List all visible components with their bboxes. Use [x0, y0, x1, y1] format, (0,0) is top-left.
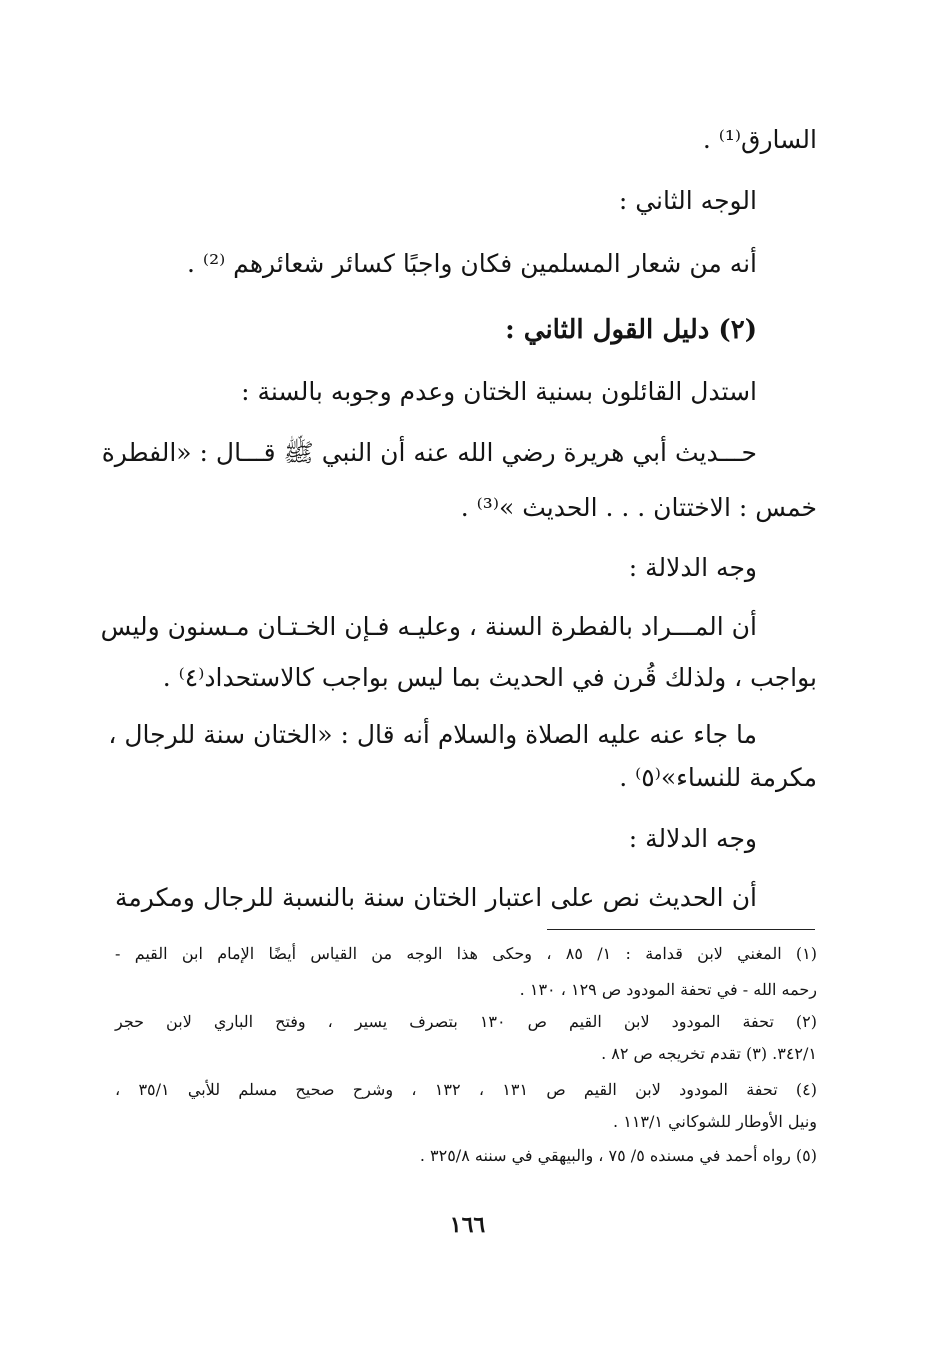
text-line-6: حـــديث أبي هريرة رضي الله عنه أن النبي ﷺ قـــال : «الفطرة — [101, 438, 757, 467]
page-number: ١٦٦ — [449, 1212, 486, 1238]
text-line-11: ما جاء عنه عليه الصلاة والسلام أنه قال : «الختان سنة للرجال ، — [108, 720, 757, 749]
footnote-line-1: (١) المغني لابن قدامة : ١/ ٨٥ ، وحكى هذا الوجه من القياس أيضًا الإمام ابن القيم - — [115, 944, 818, 963]
section-heading-evidence-1: وجه الدلالة : — [628, 553, 757, 582]
footnote-line-4: ٣٤٢/١. (٣) تقدم تخريجه ص ٨٢ . — [601, 1044, 817, 1063]
section-heading-second-opinion: (٢) دليل القول الثاني : — [505, 315, 757, 345]
footnote-line-3: (٢) تحفة المودود لابن القيم ص ١٣٠ بتصرف يسير ، وفتح الباري لابن حجر — [115, 1012, 818, 1031]
text-line-3: أنه من شعار المسلمين فكان واجبًا كسائر شعائرهم ⁽²⁾ . — [187, 249, 757, 278]
text-line-7: خمس : الاختتان . . . الحديث »⁽³⁾ . — [460, 493, 817, 522]
text-line-9: أن المـــراد بالفطرة السنة ، وعليـه فـإن الخـتـان مـسنون وليس — [100, 612, 757, 641]
footnote-line-6: ونيل الأوطار للشوكاني ١١٣/١ . — [613, 1112, 817, 1131]
footnote-separator — [547, 929, 815, 930]
section-heading-evidence-2: وجه الدلالة : — [628, 824, 757, 853]
footnote-line-7: (٥) رواه أحمد في مسنده ٥/ ٧٥ ، والبيهقي في سننه ٣٢٥/٨ . — [419, 1146, 817, 1165]
text-line-10: بواجب ، ولذلك قُرن في الحديث بما ليس بواجب كالاستحداد⁽٤⁾ . — [162, 663, 817, 692]
text-line-12: مكرمة للنساء»⁽٥⁾ . — [619, 763, 817, 792]
text-line-1: السارق⁽¹⁾ . — [702, 125, 817, 154]
section-heading-second-aspect: الوجه الثاني : — [618, 186, 757, 215]
text-line-5: استدل القائلون بسنية الختان وعدم وجوبه بالسنة : — [241, 377, 757, 406]
footnote-line-5: (٤) تحفة المودود لابن القيم ص ١٣١ ، ١٣٢ ، وشرح صحيح مسلم للأبي ٣٥/١ ، — [115, 1080, 818, 1099]
footnote-line-2: رحمه الله - في تحفة المودود ص ١٢٩ ، ١٣٠ . — [519, 980, 817, 999]
text-line-14: أن الحديث نص على اعتبار الختان سنة بالنسبة للرجال ومكرمة — [115, 883, 757, 912]
